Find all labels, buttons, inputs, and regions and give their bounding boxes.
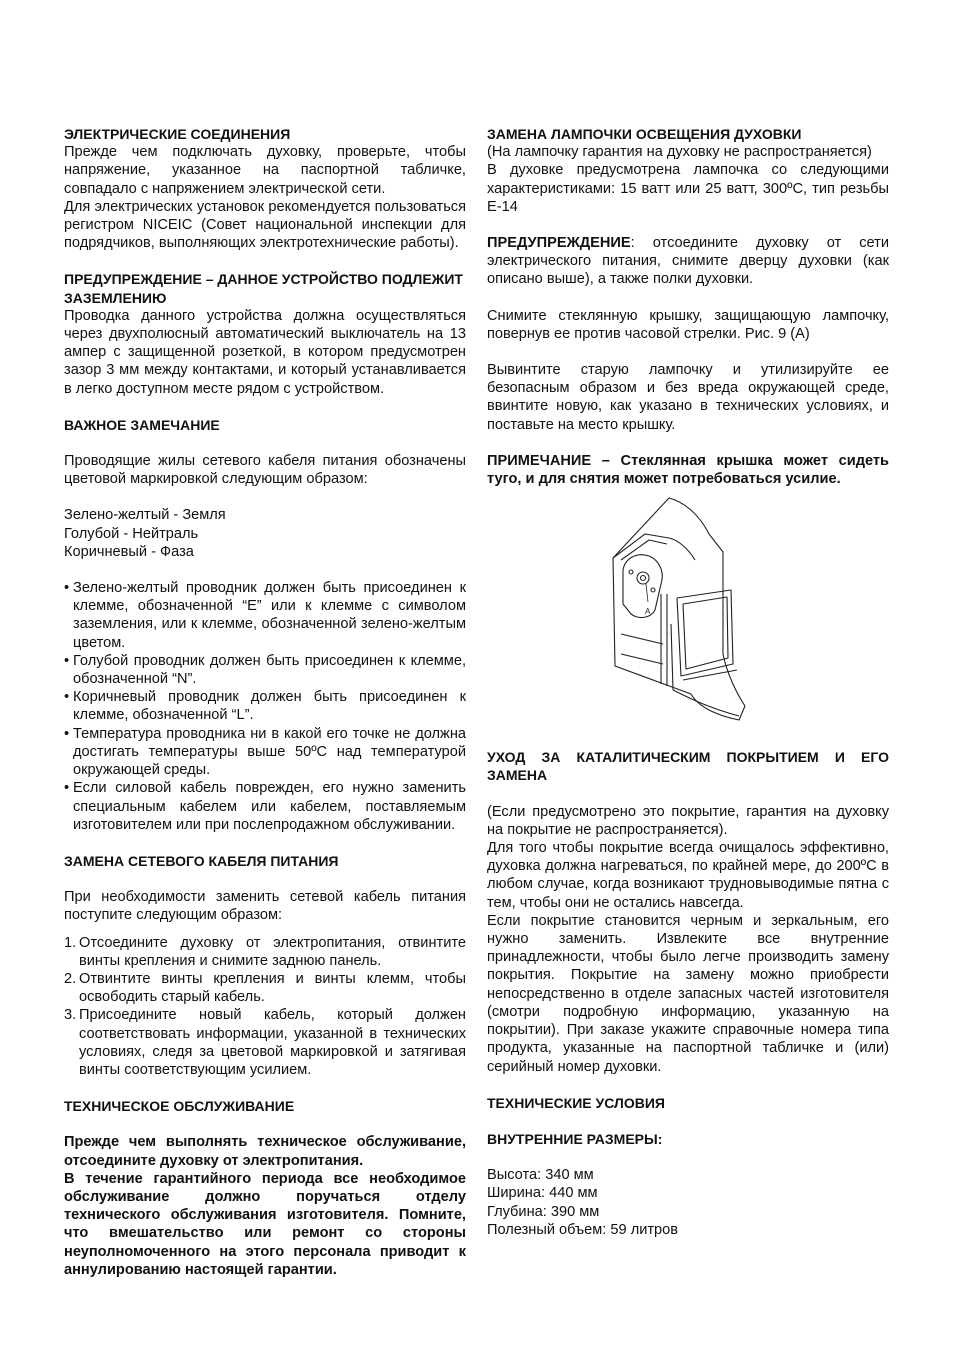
bullet-item: • Голубой проводник должен быть присоединен к клемме, обозначенной “N”. <box>64 652 466 688</box>
maintenance-paragraph-2: В течение гарантийного периода все необходимое обслуживание должно поручаться отделу технического обслуживания изготовителя. Помните, что вмешательство или ремонт со стороны неуполномоченного на этого персонала приводит к аннулированию настоящей гарантии. <box>64 1170 466 1278</box>
step-number: 1. <box>64 934 77 951</box>
wire-color-item: Голубой - Нейтраль <box>64 525 199 542</box>
lamp-paragraph-3: Вывинтите старую лампочку и утилизируйте ее безопасным образом и без вреда окружающей среде, ввинтите новую, как указано в технических условиях, и поставьте на место крышку. <box>487 362 889 433</box>
step-number: 2. <box>64 970 77 987</box>
important-heading: ВАЖНОЕ ЗАМЕЧАНИЕ <box>64 416 220 433</box>
cable-paragraph: При необходимости заменить сетевой кабель питания поступите следующим образом: <box>64 889 466 924</box>
step-item <box>64 934 466 970</box>
lamp-heading: ЗАМЕНА ЛАМПОЧКИ ОСВЕЩЕНИЯ ДУХОВКИ <box>487 126 802 142</box>
bullet-item: • Коричневый проводник должен быть присоединен к клемме, обозначенной “L”. <box>64 688 466 724</box>
grounding-heading: ПРЕДУПРЕЖДЕНИЕ – ДАННОЕ УСТРОЙСТВО ПОДЛЕЖИТ ЗАЗЕМЛЕНИЮ <box>64 271 463 306</box>
step-text: Отвинтите винты крепления и винты клемм, чтобы освободить старый кабель. <box>79 970 466 1006</box>
step-item <box>64 1006 466 1079</box>
lamp-paragraph-2: Снимите стеклянную крышку, защищающую лампочку, повернув ее против часовой стрелки. Рис. 9 (А) <box>487 307 889 342</box>
electrical-heading: ЭЛЕКТРИЧЕСКИЕ СОЕДИНЕНИЯ <box>64 126 291 142</box>
lamp-paragraph-1: В духовке предусмотрена лампочка со следующими характеристиками: 15 ватт или 25 ватт, 300ºC, тип резьбы E-14 <box>487 162 889 215</box>
dimension-item: Глубина: 390 мм <box>487 1203 600 1220</box>
lamp-warning <box>487 234 889 289</box>
figure-label-a: A <box>645 607 651 617</box>
cable-steps-list <box>64 934 466 1080</box>
wire-color-item: Зелено-желтый - Земля <box>64 507 226 524</box>
wire-color-list <box>64 506 466 561</box>
cable-heading: ЗАМЕНА СЕТЕВОГО КАБЕЛЯ ПИТАНИЯ <box>64 852 339 869</box>
specs-heading: ТЕХНИЧЕСКИЕ УСЛОВИЯ <box>487 1094 665 1111</box>
step-item <box>64 970 466 1006</box>
oven-lamp-illustration <box>599 494 749 730</box>
step-number: 3. <box>64 1007 77 1024</box>
step-text: Отсоедините духовку от электропитания, отвинтите винты крепления и снимите заднюю панель. <box>79 934 466 969</box>
catalytic-heading: УХОД ЗА КАТАЛИТИЧЕСКИМ ПОКРЫТИЕМ И ЕГО ЗАМЕНА <box>487 749 889 784</box>
oven-lamp-figure <box>487 494 889 734</box>
wiring-bullet-list <box>64 579 466 834</box>
dimension-item: Ширина: 440 мм <box>487 1185 598 1202</box>
wire-color-item: Коричневый - Фаза <box>64 543 194 560</box>
catalytic-paragraph-2: Для того чтобы покрытие всегда очищалось эффективно, духовка должна нагреваться, по крайней мере, до 200ºC в любом случае, когда возникают трудновыводимые пятна с тем, чтобы они не остались навсегда. <box>487 840 889 911</box>
bullet-item: • Зелено-желтый проводник должен быть присоединен к клемме, обозначенной “E” или к клемме с символом заземления, или к клемме, обозначенной зелено-желтым цветом. <box>64 579 466 652</box>
lamp-note: (На лампочку гарантия на духовку не распространяется) <box>487 144 872 161</box>
warning-label: ПРЕДУПРЕЖДЕНИЕ <box>487 235 631 252</box>
lamp-remark: ПРИМЕЧАНИЕ – Стеклянная крышка может сидеть туго, и для снятия может потребоваться усилие. <box>487 452 889 488</box>
bullet-item: • Если силовой кабель поврежден, его нужно заменить специальным кабелем или кабелем, поставляемым изготовителем или при послепродажном обслуживании. <box>64 779 466 834</box>
catalytic-paragraph-1: (Если предусмотрено это покрытие, гарантия на духовку на покрытие не распространяется). <box>487 803 889 838</box>
dimension-item: Высота: 340 мм <box>487 1167 594 1184</box>
dimensions-list <box>487 1166 889 1239</box>
warning-text: : отсоедините духовку от сети электрического питания, снимите дверцу духовки (как описано выше), а также полки духовки. <box>487 235 889 288</box>
electrical-paragraph-1: Прежде чем подключать духовку, проверьте, чтобы напряжение, указанное на паспортной табличке, совпадало с напряжением электрической сети. <box>64 144 466 197</box>
specs-subheading: ВНУТРЕННИЕ РАЗМЕРЫ: <box>487 1130 663 1147</box>
maintenance-paragraph-1: Прежде чем выполнять техническое обслуживание, отсоедините духовку от электропитания. <box>64 1134 466 1169</box>
catalytic-paragraph-3: Если покрытие становится черным и зеркальным, его нужно заменить. Извлеките все внутренние принадлежности, чтобы было легче производить замену покрытия. Покрытие на замену можно приобрести непосредственно в отделе запасных частей изготовителя (смотри подробную информацию, указанную на покрытии). При заказе укажите справочные номера типа продукта, указанные на паспортной табличке и (или) серийный номер духовки. <box>487 912 889 1075</box>
grounding-paragraph: Проводка данного устройства должна осуществляться через двухполюсный автоматический выключатель на 13 ампер с защищенной розеткой, в котором предусмотрен зазор 3 мм между контактами, и который устанавливается в легко доступном месте рядом с устройством. <box>64 307 466 397</box>
bullet-item: • Температура проводника ни в какой его точке не должна достигать температуры выше 50ºC над температурой окружающей среды. <box>64 725 466 780</box>
electrical-paragraph-2: Для электрических установок рекомендуется пользоваться регистром NICEIC (Совет национальной инспекции для подрядчиков, выполняющих электротехнические работы). <box>64 198 466 252</box>
dimension-item: Полезный объем: 59 литров <box>487 1221 679 1238</box>
step-text: Присоедините новый кабель, который должен соответствовать информации, указанной в технических условиях, следя за цветовой маркировкой и затягивая винты соответствующим усилием. <box>79 1007 466 1078</box>
left-column <box>64 125 466 1279</box>
important-paragraph: Проводящие жилы сетевого кабеля питания обозначены цветовой маркировкой следующим образом: <box>64 453 466 488</box>
maintenance-heading: ТЕХНИЧЕСКОЕ ОБСЛУЖИВАНИЕ <box>64 1098 295 1115</box>
right-column <box>487 125 889 1239</box>
